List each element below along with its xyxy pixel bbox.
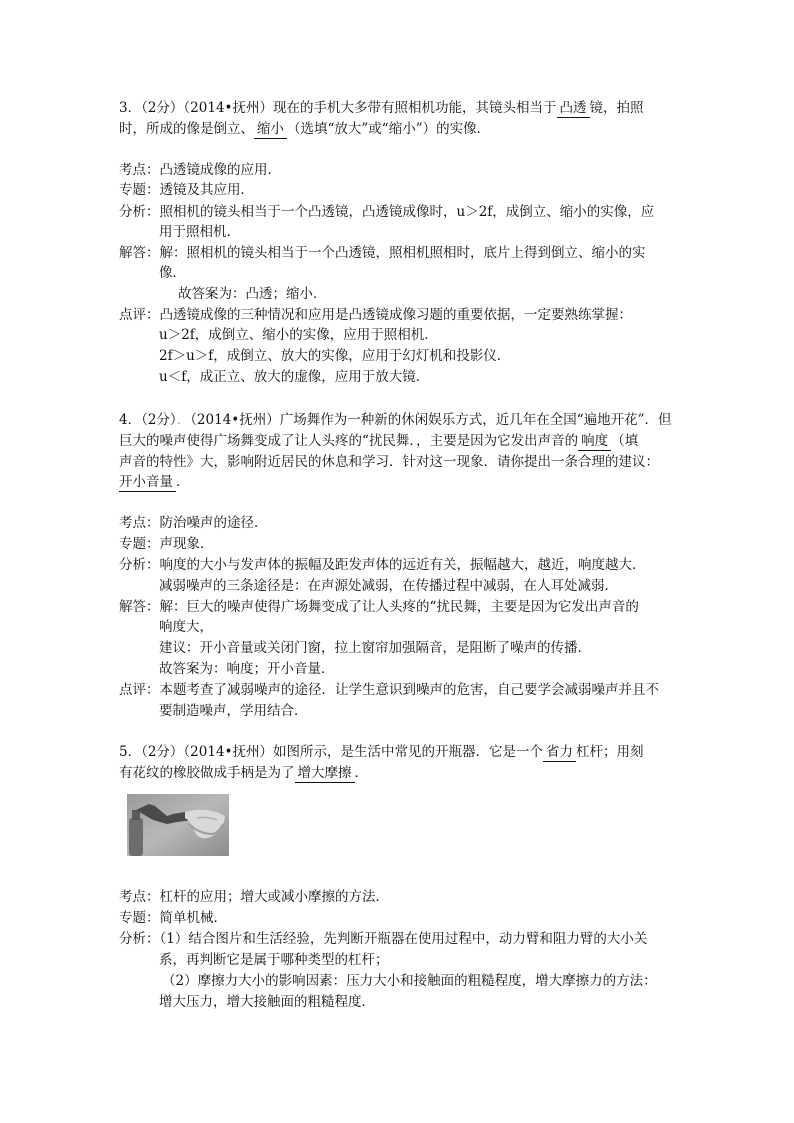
q4-stem-text: 4．（2分） xyxy=(119,412,177,428)
q4-zhuanti: 专题：声现象． xyxy=(119,536,214,552)
q3-zhuanti: 专题：透镜及其应用． xyxy=(119,182,254,198)
q4-stem-line-1 xyxy=(119,410,672,430)
q4-stem-line-4 xyxy=(119,472,190,492)
q4-fenxi-cont: 减弱噪声的三条途径是：在声源处减弱，在传播过程中减弱，在人耳处减弱． xyxy=(159,578,618,594)
q3-dianping-cont: u＞2f，成倒立、缩小的实像，应用于照相机． xyxy=(159,327,438,343)
q3-answer-blank-1: 凸透 xyxy=(557,100,590,118)
q5-fenxi-cont: （2）摩擦力大小的影响因素：压力大小和接触面的粗糙程度，增大摩擦力的方法： xyxy=(162,973,657,989)
q5-answer-blank-2: 增大摩擦 xyxy=(295,765,355,783)
q3-stem-text: 3．（2分）（2014•抚州）现在的手机大多带有照相机功能，其镜头相当于 xyxy=(119,100,557,116)
q4-stem-text: （填 xyxy=(611,433,639,449)
q3-answer: 故答案为：凸透；缩小． xyxy=(178,286,327,302)
q3-stem-line-1 xyxy=(119,98,644,118)
q4-jieda-cont: 建议：开小音量或关闭门窗，拉上窗帘加强隔音，是阻断了噪声的传播． xyxy=(159,640,591,656)
q3-stem-text: （选填“放大”或“缩小”）的实像． xyxy=(287,121,491,137)
q5-fenxi-cont: 增大压力，增大接触面的粗糙程度． xyxy=(159,994,375,1010)
q3-jieda: 解答：解：照相机的镜头相当于一个凸透镜，照相机照相时，底片上得到倒立、缩小的实 xyxy=(119,245,646,261)
q5-stem-text: 有花纹的橡胶做成手柄是为了 xyxy=(119,765,295,781)
q3-stem-text: 时，所成的像是倒立、 xyxy=(119,121,254,137)
q4-jieda-cont: 响度大， xyxy=(159,619,213,635)
q3-dianping: 点评：凸透镜成像的三种情况和应用是凸透镜成像习题的重要依据，一定要熟练掌握： xyxy=(119,307,632,323)
q4-stem-text: （2014•抚州）广场舞作为一种新的休闲娱乐方式，近几年在全国“遍地开花”．但 xyxy=(190,412,672,428)
q4-answer: 故答案为：响度；开小音量． xyxy=(159,661,335,677)
q4-stem-line-2 xyxy=(119,431,638,451)
q4-answer-blank-1: 响度 xyxy=(578,433,611,451)
q5-kaodian: 考点：杠杆的应用；增大或减小摩擦的方法． xyxy=(119,889,389,905)
q4-stray-mark: ． xyxy=(176,412,191,428)
q5-stem-line-2 xyxy=(119,763,368,783)
q4-dianping: 点评：本题考查了减弱噪声的途径．让学生意识到噪声的危害，自己要学会减弱噪声并且不 xyxy=(119,682,659,698)
q4-stem-line-3: 声音的特性》大，影响附近居民的休息和学习．针对这一现象．请你提出一条合理的建议： xyxy=(119,454,659,470)
q3-fenxi: 分析：照相机的镜头相当于一个凸透镜，凸透镜成像时，u＞2f，成倒立、缩小的实像，应 xyxy=(119,204,655,220)
q5-stem-text: ． xyxy=(354,765,368,781)
q3-kaodian: 考点：凸透镜成像的应用． xyxy=(119,162,281,178)
q3-jieda-cont: 像． xyxy=(159,265,186,281)
q5-stem-text: 5．（2分）（2014•抚州）如图所示，是生活中常见的开瓶器．它是一个 xyxy=(119,744,543,760)
q5-answer-blank-1: 省力 xyxy=(543,744,576,762)
q5-zhuanti: 专题：简单机械． xyxy=(119,910,227,926)
q4-stem-text: 巨大的噪声使得广场舞变成了让人头疼的“扰民舞．，主要是因为它发出声音的 xyxy=(119,433,579,449)
q3-answer-blank-2: 缩小 xyxy=(254,121,287,139)
q4-dianping-cont: 要制造噪声，学用结合． xyxy=(159,703,308,719)
q4-fenxi: 分析：响度的大小与发声体的振幅及距发声体的远近有关，振幅越大，越近，响度越大． xyxy=(119,557,646,573)
q5-fenxi-cont: 系，再判断它是属于哪种类型的杠杆； xyxy=(159,952,389,968)
q5-fenxi: 分析：（1）结合图片和生活经验，先判断开瓶器在使用过程中，动力臂和阻力臂的大小关 xyxy=(119,931,648,947)
q4-answer-blank-2: 开小音量 xyxy=(119,474,176,492)
q5-stem-text: 杠杆；用刻 xyxy=(576,744,644,760)
q4-kaodian: 考点：防治噪声的途径． xyxy=(119,515,268,531)
q5-stem-line-1 xyxy=(119,742,644,762)
q4-stem-text: ． xyxy=(176,474,190,490)
q3-stem-text: 镜，拍照 xyxy=(589,100,644,116)
q3-stem-line-2 xyxy=(119,119,490,139)
bottle-opener-photo xyxy=(127,794,229,856)
q3-dianping-cont: u＜f，成正立、放大的虚像，应用于放大镜． xyxy=(159,369,430,385)
q4-jieda: 解答：解：巨大的噪声使得广场舞变成了让人头疼的“扰民舞，主要是因为它发出声音的 xyxy=(119,599,639,615)
q3-dianping-cont: 2f＞u＞f，成倒立、放大的实像，应用于幻灯机和投影仪． xyxy=(159,348,511,364)
q3-fenxi-cont: 用于照相机． xyxy=(159,224,240,240)
